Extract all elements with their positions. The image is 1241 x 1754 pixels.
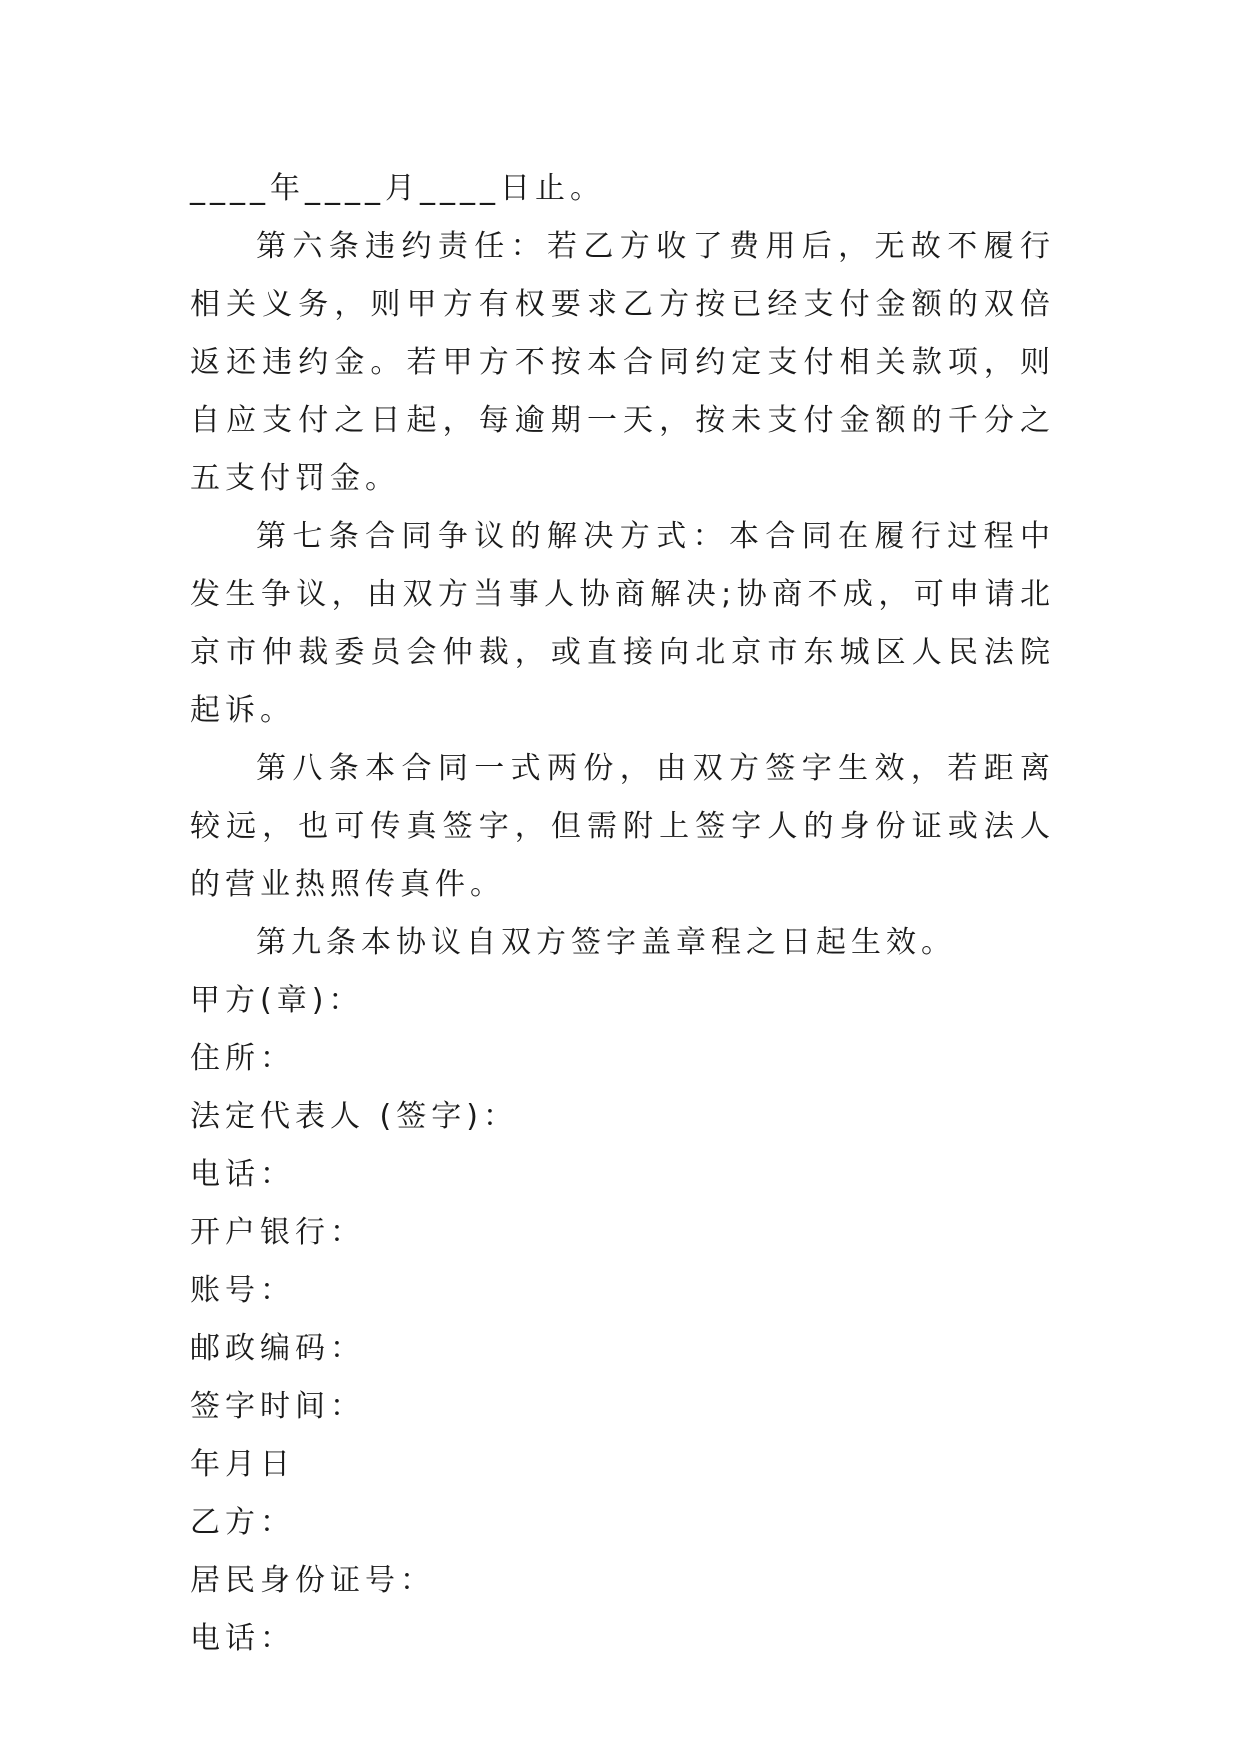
party-a-legal-rep-label: 法定代表人 (签字)： bbox=[190, 1099, 518, 1134]
party-b-phone-label: 电话： bbox=[190, 1621, 295, 1656]
party-b-name-label: 乙方： bbox=[190, 1505, 295, 1540]
party-a-sign-time-label: 签字时间： bbox=[190, 1389, 365, 1424]
party-a-phone-label: 电话： bbox=[190, 1157, 295, 1192]
article-6-breach-liability: 第六条违约责任：若乙方收了费用后，无故不履行相关义务，则甲方有权要求乙方按已经支付金额的双倍返还违约金。若甲方不按本合同约定支付相关款项，则自应支付之日起，每逾期一天，按未支付金额的千分之五支付罚金。 bbox=[190, 229, 1055, 496]
party-a-postal-code-label: 邮政编码： bbox=[190, 1331, 365, 1366]
party-b-signature-block bbox=[190, 1494, 1055, 1668]
party-a-address-label: 住所： bbox=[190, 1041, 295, 1076]
party-a-seal-label: 甲方(章)： bbox=[190, 983, 364, 1018]
article-9-effective-date: 第九条本协议自双方签字盖章程之日起生效。 bbox=[256, 925, 956, 960]
article-7-dispute-resolution: 第七条合同争议的解决方式：本合同在履行过程中发生争议，由双方当事人协商解决;协商不成，可申请北京市仲裁委员会仲裁，或直接向北京市东城区人民法院起诉。 bbox=[190, 519, 1055, 728]
document-body bbox=[190, 160, 1055, 1668]
party-b-id-number-label: 居民身份证号： bbox=[190, 1563, 435, 1598]
term-end-date-line: ____年____月____日止。 bbox=[190, 171, 605, 206]
party-a-account-label: 账号： bbox=[190, 1273, 295, 1308]
article-8-copies-and-signing: 第八条本合同一式两份，由双方签字生效，若距离较远，也可传真签字，但需附上签字人的身份证或法人的营业热照传真件。 bbox=[190, 751, 1055, 902]
party-a-date-label: 年月日 bbox=[190, 1447, 295, 1482]
party-a-signature-block bbox=[190, 972, 1055, 1494]
party-a-bank-label: 开户银行： bbox=[190, 1215, 365, 1250]
